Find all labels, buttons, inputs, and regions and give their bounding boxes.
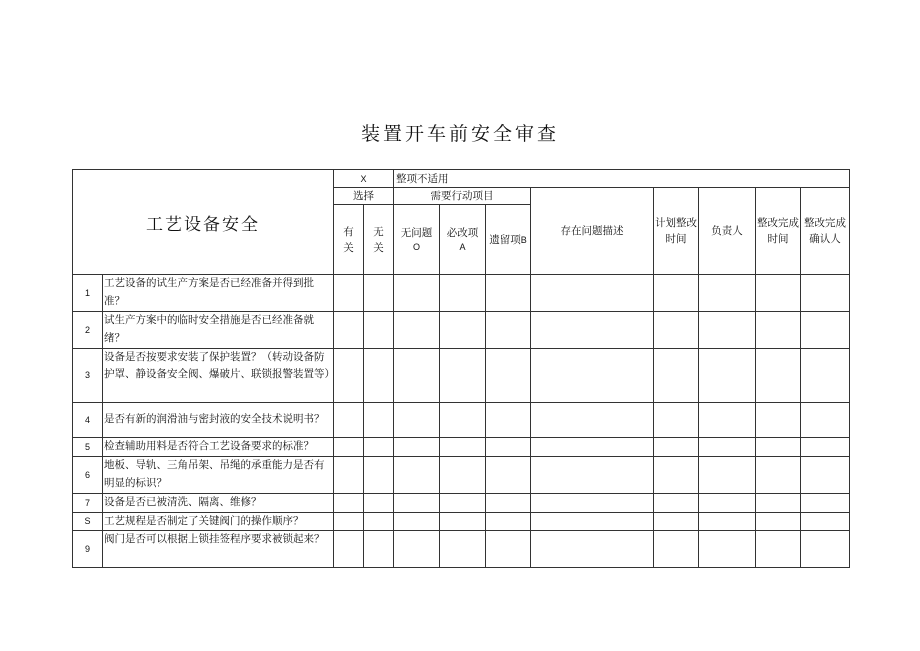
entry-cell[interactable] [364,438,394,457]
entry-cell[interactable] [364,512,394,531]
entry-cell[interactable] [801,275,850,312]
entry-cell[interactable] [394,311,440,348]
entry-cell[interactable] [756,403,801,438]
row-question [103,348,334,403]
page-title: 装置开车前安全审查 [360,123,559,145]
checklist-row [73,438,850,457]
entry-cell[interactable] [531,531,654,568]
entry-cell[interactable] [801,348,850,403]
row-question [103,512,334,531]
entry-cell[interactable] [334,438,364,457]
row-question-line [104,549,332,567]
entry-cell[interactable] [486,403,531,438]
entry-cell[interactable] [486,512,531,531]
checklist-row [73,275,850,312]
row-question-line: 是否有新的润滑油与密封液的安全技术说明书？ [104,413,325,426]
not-relevant-header: 无 关 [364,205,394,275]
entry-cell[interactable] [531,438,654,457]
entry-cell[interactable] [756,457,801,494]
entry-cell[interactable] [531,275,654,312]
row-question-line [104,384,332,402]
entry-cell[interactable] [486,531,531,568]
checklist-row [73,512,850,531]
row-question-line: 工艺规程是否制定了关键阀门的操作顺序？ [104,514,304,527]
row-number: 7 [73,493,103,512]
row-question-line: 工艺设备的试生产方案是否已经准备并得到批 [104,277,314,290]
checklist-row [73,457,850,494]
entry-cell[interactable] [486,348,531,403]
entry-cell[interactable] [756,493,801,512]
entry-cell[interactable] [394,493,440,512]
entry-cell[interactable] [486,311,531,348]
row-question [103,493,334,512]
entry-cell[interactable] [699,275,756,312]
entry-cell[interactable] [394,403,440,438]
row-question [103,438,334,457]
entry-cell[interactable] [756,311,801,348]
entry-cell[interactable] [699,493,756,512]
select-header: 选择 [334,188,394,205]
entry-cell[interactable] [364,403,394,438]
entry-cell[interactable] [440,348,486,403]
action-required-header: 需要行动项目 [394,188,531,205]
entry-cell[interactable] [440,275,486,312]
entry-cell[interactable] [394,348,440,403]
confirmer-header: 整改完成 确认人 [801,188,850,275]
entry-cell[interactable] [394,275,440,312]
entry-cell[interactable] [440,493,486,512]
checklist-row [73,311,850,348]
entry-cell[interactable] [756,275,801,312]
entry-cell[interactable] [486,275,531,312]
issue-desc-header: 存在问题描述 [531,188,654,275]
row-number: 3 [73,348,103,403]
checklist-row [73,348,850,403]
entry-cell[interactable] [364,348,394,403]
row-question [103,275,334,312]
entry-cell[interactable] [364,493,394,512]
row-number: 2 [73,311,103,348]
row-question-line: 护罩、静设备安全阀、爆破片、联锁报警装置等） [104,368,335,381]
entry-cell[interactable] [364,531,394,568]
entry-cell[interactable] [654,493,699,512]
entry-cell[interactable] [654,311,699,348]
row-number: 9 [73,531,103,568]
entry-cell[interactable] [654,348,699,403]
relevant-header: 有 关 [334,205,364,275]
entry-cell[interactable] [699,403,756,438]
entry-cell[interactable] [756,512,801,531]
row-number: 1 [73,275,103,312]
entry-cell[interactable] [756,531,801,568]
entry-cell[interactable] [334,512,364,531]
entry-cell[interactable] [531,311,654,348]
entry-cell[interactable] [699,311,756,348]
entry-cell[interactable] [486,438,531,457]
no-problem-header: 无问题 O [394,205,440,275]
entry-cell[interactable] [334,493,364,512]
entry-cell[interactable] [440,531,486,568]
entry-cell[interactable] [440,457,486,494]
entry-cell[interactable] [654,457,699,494]
entry-cell[interactable] [699,531,756,568]
row-question-line: 地板、导轨、三角吊架、吊绳的承重能力是否有 [104,459,325,472]
entry-cell[interactable] [531,348,654,403]
entry-cell[interactable] [334,457,364,494]
entry-cell[interactable] [334,403,364,438]
entry-cell[interactable] [334,531,364,568]
row-question-line: 设备是否已被清洗、隔离、维修？ [104,495,262,508]
row-question-line: 试生产方案中的临时安全措施是否已经准备就 [104,313,314,326]
row-question-line: 明显的标识？ [104,476,167,489]
row-number: S [73,512,103,531]
remaining-header: 遗留项B [486,205,531,275]
entry-cell[interactable] [531,493,654,512]
entry-cell[interactable] [394,457,440,494]
x-meaning: 整项不适用 [394,170,850,188]
audit-table [72,169,850,568]
entry-cell[interactable] [654,403,699,438]
checklist-row [73,493,850,512]
entry-cell[interactable] [364,457,394,494]
entry-cell[interactable] [394,512,440,531]
entry-cell[interactable] [394,531,440,568]
entry-cell[interactable] [756,348,801,403]
row-question-line: 准？ [104,295,125,308]
row-number: 5 [73,438,103,457]
entry-cell[interactable] [394,438,440,457]
entry-cell[interactable] [801,403,850,438]
x-mark: X [334,170,394,188]
entry-cell[interactable] [801,493,850,512]
checklist-row [73,531,850,568]
entry-cell[interactable] [699,512,756,531]
entry-cell[interactable] [364,311,394,348]
entry-cell[interactable] [801,311,850,348]
row-question-line: 绪？ [104,331,125,344]
section-title: 工艺设备安全 [73,170,334,275]
row-question [103,311,334,348]
must-fix-header: 必改项 A [440,205,486,275]
owner-header: 负责人 [699,188,756,275]
entry-cell[interactable] [756,438,801,457]
entry-cell[interactable] [801,512,850,531]
entry-cell[interactable] [699,438,756,457]
entry-cell[interactable] [364,275,394,312]
entry-cell[interactable] [486,457,531,494]
entry-cell[interactable] [440,311,486,348]
row-number: 4 [73,403,103,438]
done-time-header: 整改完成 时间 [756,188,801,275]
entry-cell[interactable] [699,348,756,403]
row-question-line: 阀门是否可以根据上锁挂签程序要求被锁起来？ [104,533,325,546]
entry-cell[interactable] [334,311,364,348]
entry-cell[interactable] [531,403,654,438]
row-question [103,403,334,438]
row-question-line: 设备是否按要求安装了保护装置？（转动设备防 [104,350,325,363]
entry-cell[interactable] [699,457,756,494]
entry-cell[interactable] [801,438,850,457]
row-question [103,457,334,494]
entry-cell[interactable] [801,531,850,568]
entry-cell[interactable] [654,275,699,312]
entry-cell[interactable] [440,403,486,438]
row-number: 6 [73,457,103,494]
entry-cell[interactable] [334,348,364,403]
entry-cell[interactable] [654,512,699,531]
entry-cell[interactable] [531,512,654,531]
plan-time-header: 计划整改 时间 [654,188,699,275]
entry-cell[interactable] [531,457,654,494]
entry-cell[interactable] [334,275,364,312]
checklist-row [73,403,850,438]
entry-cell[interactable] [654,531,699,568]
entry-cell[interactable] [801,457,850,494]
entry-cell[interactable] [654,438,699,457]
entry-cell[interactable] [440,438,486,457]
row-question [103,531,334,568]
row-question-line: 检查辅助用料是否符合工艺设备要求的标准？ [104,440,314,453]
entry-cell[interactable] [440,512,486,531]
entry-cell[interactable] [486,493,531,512]
